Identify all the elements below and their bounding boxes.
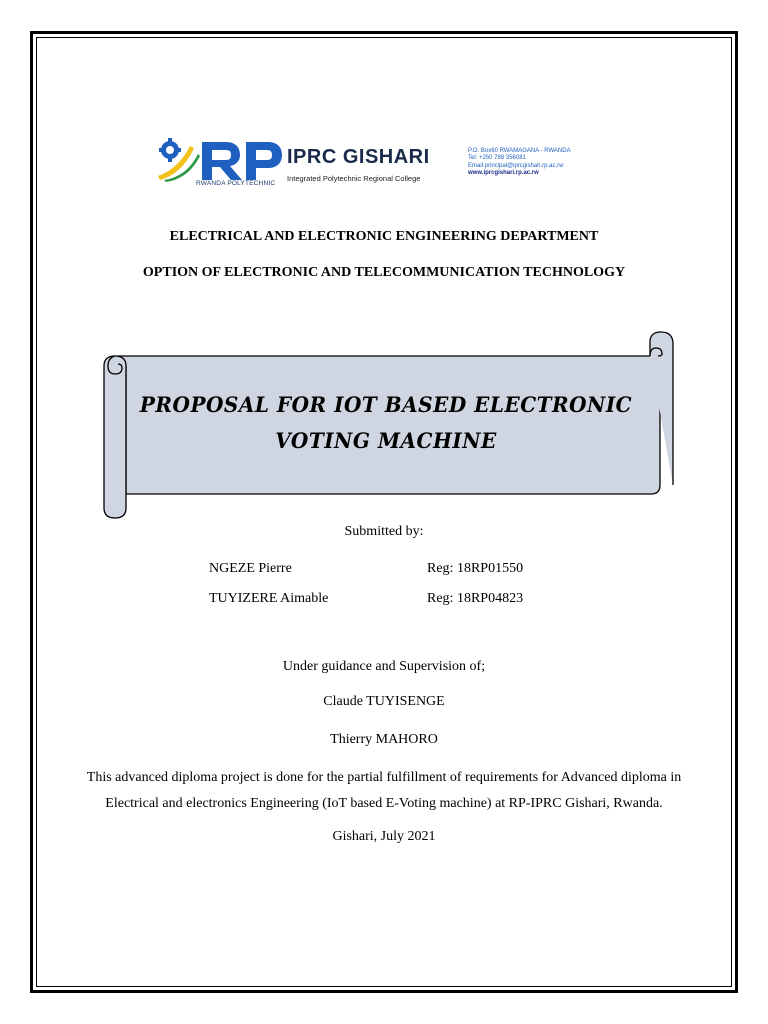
rp-logo-icon xyxy=(156,138,286,182)
student-reg: Reg: 18RP01550 xyxy=(427,561,524,576)
contact-website: www.iprcgishari.rp.ac.rw xyxy=(468,170,539,177)
guidance-label: Under guidance and Supervision of; xyxy=(282,659,486,674)
institution-name: IPRC GISHARI xyxy=(287,146,430,168)
institution-tagline: Integrated Polytechnic Regional College xyxy=(287,174,421,183)
supervisor-name: Claude TUYISENGE xyxy=(323,694,445,709)
place-date: Gishari, July 2021 xyxy=(332,829,436,844)
student-name: TUYIZERE Aimable xyxy=(209,591,329,606)
project-title-line2: VOTING MACHINE xyxy=(275,427,497,454)
contact-phone: Tel: +250 788 356081 xyxy=(468,155,526,162)
option-heading: OPTION OF ELECTRONIC AND TELECOMMUNICATION TECHNOLOGY xyxy=(142,265,626,280)
contact-address: P.O. Box60 RWAMAGANA - RWANDA xyxy=(468,148,571,154)
contact-block xyxy=(468,148,571,178)
student-reg: Reg: 18RP04823 xyxy=(427,591,524,606)
project-title xyxy=(100,387,672,458)
project-statement: This advanced diploma project is done for the partial fulfillment of requirements for Advanced diploma in Electrical and electronics Engineering (IoT based E-Voting machine) at RP-IPRC Gishari, Rwanda. xyxy=(86,770,682,811)
contact-email: Email:principal@iprcgishari.rp.ac.rw xyxy=(468,162,564,169)
student-name: NGEZE Pierre xyxy=(209,561,292,576)
project-title-line1: PROPOSAL FOR IOT BASED ELECTRONIC xyxy=(139,391,633,418)
logo-subtitle: RWANDA POLYTECHNIC xyxy=(196,180,276,187)
submitted-by-label: Submitted by: xyxy=(344,524,424,539)
supervisor-name: Thierry MAHORO xyxy=(330,732,438,747)
institution-logo xyxy=(156,138,606,194)
department-heading: ELECTRICAL AND ELECTRONIC ENGINEERING DEPARTMENT xyxy=(169,229,599,244)
